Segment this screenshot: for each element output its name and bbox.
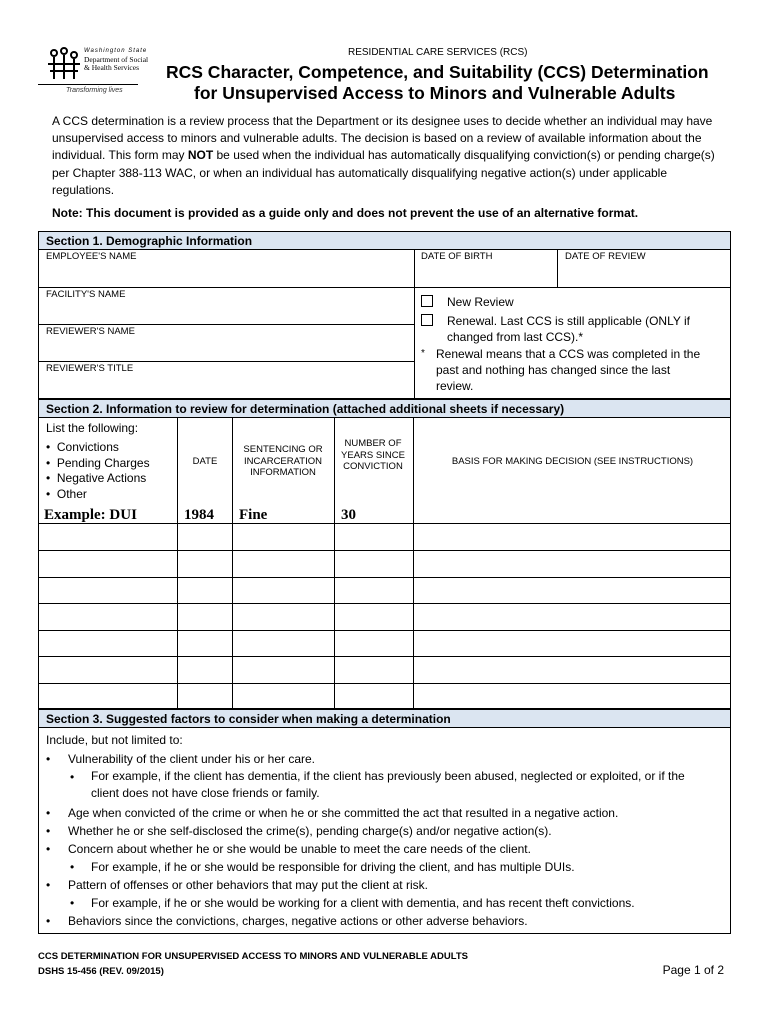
list-item: • (46, 878, 51, 892)
offense-type-list (46, 440, 150, 502)
row-line (38, 603, 731, 604)
row-line (38, 523, 731, 524)
intro-paragraph: A CCS determination is a review process that the Department or its designee uses to decide whether an individual may have unsupervised access to minors and vulnerable adults. The decision is based on a review of available information about the individual. This form may NOT be used when the individual has automatically disqualifying conviction(s) or pending charge(s) per Chapter 388-113 WAC, or when an individual has automatically disqualifying negative action(s) under applicable regulations. (52, 114, 715, 197)
footnote-mark: * (421, 348, 425, 359)
list-item: • (70, 896, 75, 910)
divider (557, 249, 558, 287)
section1-heading: Section 1. Demographic Information (38, 231, 731, 250)
date-of-birth-field[interactable]: DATE OF BIRTH (421, 251, 493, 262)
col-years-header: NUMBER OF YEARS SINCE CONVICTION (341, 438, 405, 472)
section3-intro: Include, but not limited to: (46, 733, 183, 747)
renewal-label: Renewal. Last CCS is still applicable (ONLY if changed from last CCS).* (447, 314, 690, 344)
form-title-line1: RCS Character, Competence, and Suitability (CCS) Determination (166, 62, 709, 82)
list-item: • Convictions (46, 440, 119, 454)
example-years: 30 (341, 507, 356, 523)
renewal-checkbox[interactable] (421, 314, 433, 326)
facility-name-field[interactable]: FACILITY'S NAME (46, 289, 126, 300)
example-item: Example: DUI (44, 507, 137, 523)
list-item: • (70, 860, 75, 874)
employee-name-field[interactable]: EMPLOYEE'S NAME (46, 251, 137, 262)
section2-heading: Section 2. Information to review for determination (attached additional sheets if necessary) (38, 399, 731, 418)
renewal-footnote: Renewal means that a CCS was completed in the past and nothing has changed since the last review. (436, 347, 701, 393)
logo-state: Washington State (84, 48, 148, 54)
col-sentencing-header: SENTENCING OR INCARCERATION INFORMATION (243, 444, 323, 478)
col-basis-header: BASIS FOR MAKING DECISION (SEE INSTRUCTIONS) (451, 456, 694, 467)
row-line (38, 630, 731, 631)
section3-heading: Section 3. Suggested factors to consider when making a determination (38, 709, 731, 728)
row-line (38, 683, 731, 684)
factor-care-needs: Concern about whether he or she would be unable to meet the care needs of the client. (68, 842, 531, 856)
new-review-checkbox[interactable] (421, 295, 433, 307)
logo-divider (38, 84, 138, 85)
list-item: • (46, 806, 51, 820)
row-line (38, 656, 731, 657)
list-item: • Pending Charges (46, 455, 150, 470)
divider (334, 417, 335, 709)
factor-age: Age when convicted of the crime or when he or she committed the act that resulted in a negative action. (68, 806, 619, 820)
people-icon (46, 46, 86, 86)
example-date: 1984 (184, 507, 214, 523)
col-date-header: DATE (192, 456, 218, 467)
divider (38, 361, 415, 362)
form-title-line2: for Unsupervised Access to Minors and Vulnerable Adults (194, 83, 676, 103)
list-item: • (46, 914, 51, 928)
factor-vulnerability: Vulnerability of the client under his or her care. (68, 752, 316, 766)
row-line (38, 577, 731, 578)
example-sentence: Fine (239, 507, 268, 523)
divider (38, 324, 415, 325)
factor-self-disclosure: Whether he or she self-disclosed the crime(s), pending charge(s) and/or negative action(s). (68, 824, 552, 838)
list-item: • Negative Actions (46, 471, 147, 485)
logo-tagline: Transforming lives (66, 87, 123, 94)
divider (38, 287, 731, 288)
factor-pattern-example: For example, if he or she would be working for a client with dementia, and has recent theft convictions. (91, 896, 635, 910)
footer-form-title: CCS DETERMINATION FOR UNSUPERVISED ACCESS TO MINORS AND VULNERABLE ADULTS (38, 951, 468, 962)
list-item: • Other (46, 486, 87, 501)
reviewer-name-field[interactable]: REVIEWER'S NAME (46, 326, 135, 337)
row-line (38, 550, 731, 551)
factor-pattern: Pattern of offenses or other behaviors that may put the client at risk. (68, 878, 428, 892)
new-review-label: New Review (447, 295, 514, 309)
factor-vulnerability-example: For example, if the client has dementia, if the client has previously been abused, neglected or exploited, or if the client does not have close friends or family. (91, 769, 685, 800)
date-of-review-field[interactable]: DATE OF REVIEW (565, 251, 646, 262)
list-intro: List the following: (46, 421, 139, 435)
program-name: RESIDENTIAL CARE SERVICES (RCS) (348, 47, 528, 58)
note-text: Note: This document is provided as a guide only and does not prevent the use of an alternative format. (52, 206, 639, 220)
list-item: • (46, 842, 51, 856)
list-item: • (46, 752, 51, 766)
logo-department: Department of Social & Health Services (84, 55, 149, 72)
footer-form-number: DSHS 15-456 (REV. 09/2015) (38, 966, 164, 977)
page-number: Page 1 of 2 (662, 963, 724, 977)
factor-care-needs-example: For example, if he or she would be responsible for driving the client, and has multiple DUIs. (91, 860, 575, 874)
factor-behaviors: Behaviors since the convictions, charges, negative actions or other adverse behaviors. (68, 914, 528, 928)
reviewer-title-field[interactable]: REVIEWER'S TITLE (46, 363, 134, 374)
list-item: • (46, 824, 51, 838)
list-item: • (70, 770, 75, 784)
